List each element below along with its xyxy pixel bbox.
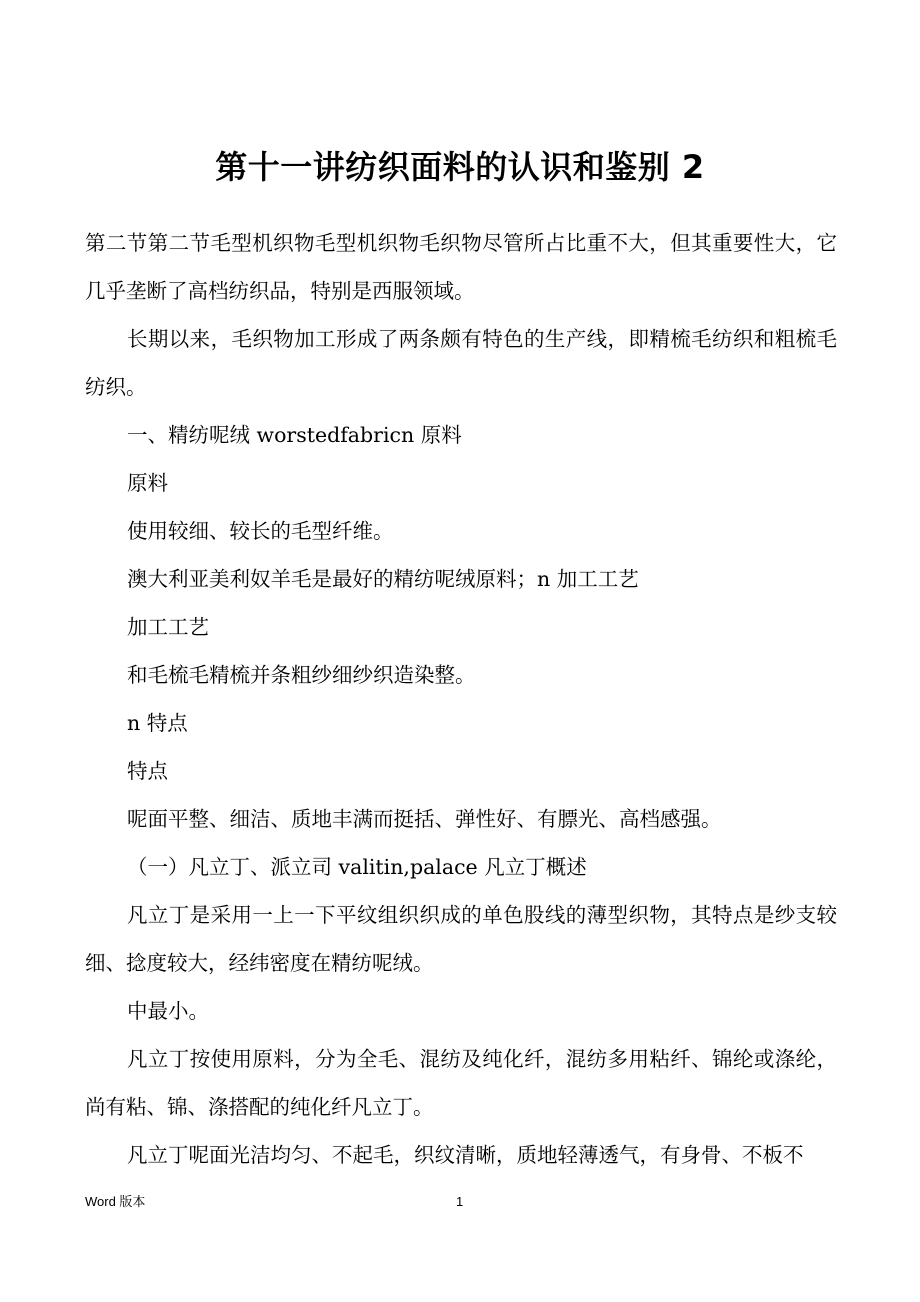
paragraph: 凡立丁是采用一上一下平纹组织织成的单色股线的薄型织物，其特点是纱支较细、捻度较大，经纬密度在精纺呢绒。 (85, 903, 837, 975)
paragraph: 一、精纺呢绒 worstedfabricn 原料 (127, 423, 462, 447)
paragraph: 澳大利亚美利奴羊毛是最好的精纺呢绒原料；n 加工工艺 (127, 567, 639, 591)
paragraph: 原料 (127, 471, 168, 495)
paragraph: 长期以来，毛织物加工形成了两条颇有特色的生产线，即精梳毛纺织和粗梳毛纺织。 (85, 327, 837, 399)
paragraph: 特点 (127, 759, 168, 783)
paragraph: 和毛梳毛精梳并条粗纱细纱织造染整。 (127, 663, 476, 687)
paragraph: 使用较细、较长的毛型纤维。 (127, 519, 394, 543)
paragraph: n 特点 (127, 711, 188, 735)
paragraph: 第二节第二节毛型机织物毛型机织物毛织物尽管所占比重不大，但其重要性大，它几乎垄断了高档纺织品，特别是西服领域。 (85, 231, 837, 303)
page-number: 1 (456, 1194, 464, 1209)
paragraph: 凡立丁呢面光洁均匀、不起毛，织纹清晰，质地轻薄透气，有身骨、不板不 (127, 1143, 804, 1167)
paragraph: 加工工艺 (127, 615, 209, 639)
paragraph: （一）凡立丁、派立司 valitin,palace 凡立丁概述 (127, 855, 587, 879)
paragraph: 凡立丁按使用原料，分为全毛、混纺及纯化纤，混纺多用粘纤、锦纶或涤纶，尚有粘、锦、涤搭配的纯化纤凡立丁。 (85, 1047, 837, 1119)
footer-label: Word 版本 (85, 1194, 146, 1209)
document-body (85, 219, 837, 1179)
paragraph: 中最小。 (127, 999, 209, 1023)
document-title: 第十一讲纺织面料的认识和鉴别 2 (215, 148, 705, 186)
paragraph: 呢面平整、细洁、质地丰满而挺括、弹性好、有膘光、高档感强。 (127, 807, 722, 831)
